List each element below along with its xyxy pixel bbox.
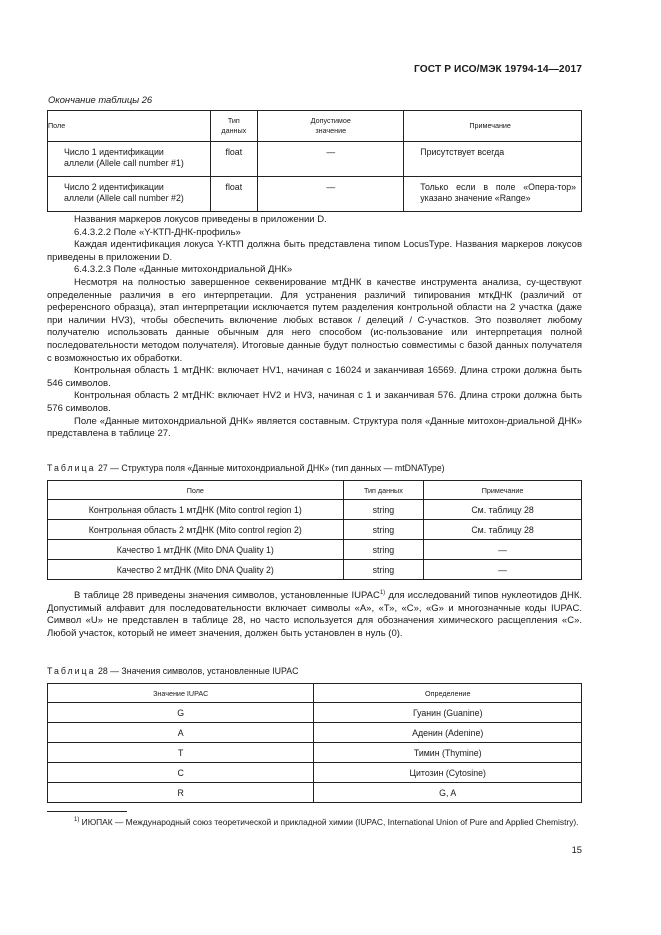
table26-continuation-label: Окончание таблицы 26 bbox=[48, 94, 153, 105]
table-header-row bbox=[48, 111, 582, 142]
cell-field: Число 1 идентификации аллели (Allele call number #1) bbox=[48, 142, 211, 177]
table-row bbox=[48, 703, 582, 723]
footnote-marker: 1) bbox=[74, 817, 80, 824]
table-row bbox=[48, 560, 582, 580]
section-text-mtdna bbox=[47, 214, 582, 441]
cell-note: См. таблицу 28 bbox=[424, 520, 582, 540]
cell-allowed: — bbox=[258, 142, 404, 177]
paragraph: Названия маркеров локусов приведены в приложении D. bbox=[74, 214, 327, 225]
table-row bbox=[48, 520, 582, 540]
section-heading: 6.4.3.2.2 Поле «Y-КТП-ДНК-профиль» bbox=[74, 226, 241, 238]
footnote-text: ИЮПАК — Международный союз теоретической и прикладной химии (IUPAC, International Union of Pure and Applied Chemistry). bbox=[79, 817, 579, 827]
paragraph: Контрольная область 2 мтДНК: включает HV2 и HV3, начиная с 1 и заканчивая 576. Длина строки должна быть 576 символов. bbox=[47, 390, 582, 414]
cell-note: Только если в поле «Опера-тор» указано значение «Range» bbox=[404, 177, 582, 212]
cell-type: string bbox=[343, 500, 423, 520]
cell-type: string bbox=[343, 560, 423, 580]
table-row bbox=[48, 540, 582, 560]
column-header-note: Примечание bbox=[424, 481, 582, 500]
cell-note: — bbox=[424, 560, 582, 580]
paragraph: Контрольная область 1 мтДНК: включает HV1, начиная с 16024 и заканчивая 16569. Длина строки должна быть 546 символов. bbox=[47, 365, 582, 389]
table-row bbox=[48, 763, 582, 783]
column-header-type: Тип данных bbox=[210, 111, 258, 142]
cell-value: A bbox=[48, 723, 314, 743]
table-caption-word: Таблица bbox=[47, 463, 96, 473]
footnote-marker: 1) bbox=[379, 589, 386, 596]
column-header-definition: Определение bbox=[314, 684, 582, 703]
cell-note: — bbox=[424, 540, 582, 560]
section-heading: 6.4.3.2.3 Поле «Данные митохондриальной ДНК» bbox=[74, 264, 293, 276]
page-number: 15 bbox=[571, 844, 582, 855]
cell-type: float bbox=[210, 142, 258, 177]
cell-note: Присутствует всегда bbox=[404, 142, 582, 177]
cell-value: G bbox=[48, 703, 314, 723]
table28-caption bbox=[47, 666, 298, 676]
cell-definition: Аденин (Adenine) bbox=[314, 723, 582, 743]
table27-caption bbox=[47, 463, 445, 473]
cell-field: Число 2 идентификации аллели (Allele call number #2) bbox=[48, 177, 211, 212]
column-header-field: Поле bbox=[48, 111, 211, 142]
document-code-header: ГОСТ Р ИСО/МЭК 19794-14—2017 bbox=[413, 64, 582, 75]
cell-type: string bbox=[343, 540, 423, 560]
table-row bbox=[48, 500, 582, 520]
cell-field: Качество 1 мтДНК (Mito DNA Quality 1) bbox=[48, 540, 344, 560]
table-row bbox=[48, 743, 582, 763]
table-26 bbox=[47, 110, 582, 212]
table-header-row bbox=[48, 684, 582, 703]
table-caption-text: 28 — Значения символов, установленные IUPAC bbox=[97, 666, 299, 676]
cell-field: Качество 2 мтДНК (Mito DNA Quality 2) bbox=[48, 560, 344, 580]
paragraph: Несмотря на полностью завершенное секвенирование мтДНК в качестве инструмента анализа, су-ществуют определенные различия в его интерпретации. Для устранения различий типирования мткДНК (различий от референсного образца), этап интерпретации исключается путем разделения контрольной области на 2 участка (даже при наличии HV3), чтобы обеспечить включение любых вставок / делеций / С-участков. Это позволяет любому получателю использовать данные обычным для него способом (ис-пользование или интерпретация полной последовательности методом получателя). Итоговые данные будут полностью совместимы с базой данных получателя с возможностью их обработки. bbox=[47, 276, 582, 364]
table-caption-text: 27 — Структура поля «Данные митохондриальной ДНК» (тип данных — mtDNAType) bbox=[97, 463, 445, 473]
cell-definition: G, A bbox=[314, 783, 582, 803]
table-row bbox=[48, 177, 582, 212]
table-28 bbox=[47, 683, 582, 803]
column-header-allowed: Допустимое значение bbox=[258, 111, 404, 142]
column-header-value: Значение IUPAC bbox=[48, 684, 314, 703]
paragraph: Поле «Данные митохондриальной ДНК» является составным. Структура поля «Данные митохон-дриальной ДНК» представлена в таблице 27. bbox=[47, 415, 582, 440]
cell-type: string bbox=[343, 520, 423, 540]
table-header-row bbox=[48, 481, 582, 500]
table-row bbox=[48, 723, 582, 743]
section-text-iupac bbox=[47, 590, 582, 640]
column-header-type: Тип данных bbox=[343, 481, 423, 500]
cell-note: См. таблицу 28 bbox=[424, 500, 582, 520]
footnote bbox=[47, 816, 582, 828]
paragraph: В таблице 28 приведены значения символов, установленные IUPAC$^{1)}$ для исследований типов нуклеотидов ДНК. Допустимый алфавит для последовательности включает символы «А», «Т», «С», «G» и многозначные коды IUPAC. Символ «U» не представлен в таблице 28, но часто используется для обозначения химического расщепления «С». Любой участок, который не имеет значения, должен быть установлен в нуль (0). bbox=[47, 589, 582, 639]
paragraph: Каждая идентификация локуса Y-КТП должна быть представлена типом LocusType. Названия маркеров локусов приведены в приложении D. bbox=[47, 239, 582, 263]
cell-definition: Тимин (Thymine) bbox=[314, 743, 582, 763]
table-row bbox=[48, 783, 582, 803]
cell-value: T bbox=[48, 743, 314, 763]
cell-field: Контрольная область 1 мтДНК (Mito control region 1) bbox=[48, 500, 344, 520]
cell-value: R bbox=[48, 783, 314, 803]
cell-type: float bbox=[210, 177, 258, 212]
column-header-field: Поле bbox=[48, 481, 344, 500]
footnote-divider bbox=[47, 811, 127, 812]
table-27 bbox=[47, 480, 582, 580]
cell-field: Контрольная область 2 мтДНК (Mito control region 2) bbox=[48, 520, 344, 540]
table-caption-word: Таблица bbox=[47, 666, 96, 676]
cell-definition: Цитозин (Cytosine) bbox=[314, 763, 582, 783]
cell-value: C bbox=[48, 763, 314, 783]
cell-definition: Гуанин (Guanine) bbox=[314, 703, 582, 723]
cell-allowed: — bbox=[258, 177, 404, 212]
column-header-note: Примечание bbox=[404, 111, 582, 142]
table-row bbox=[48, 142, 582, 177]
